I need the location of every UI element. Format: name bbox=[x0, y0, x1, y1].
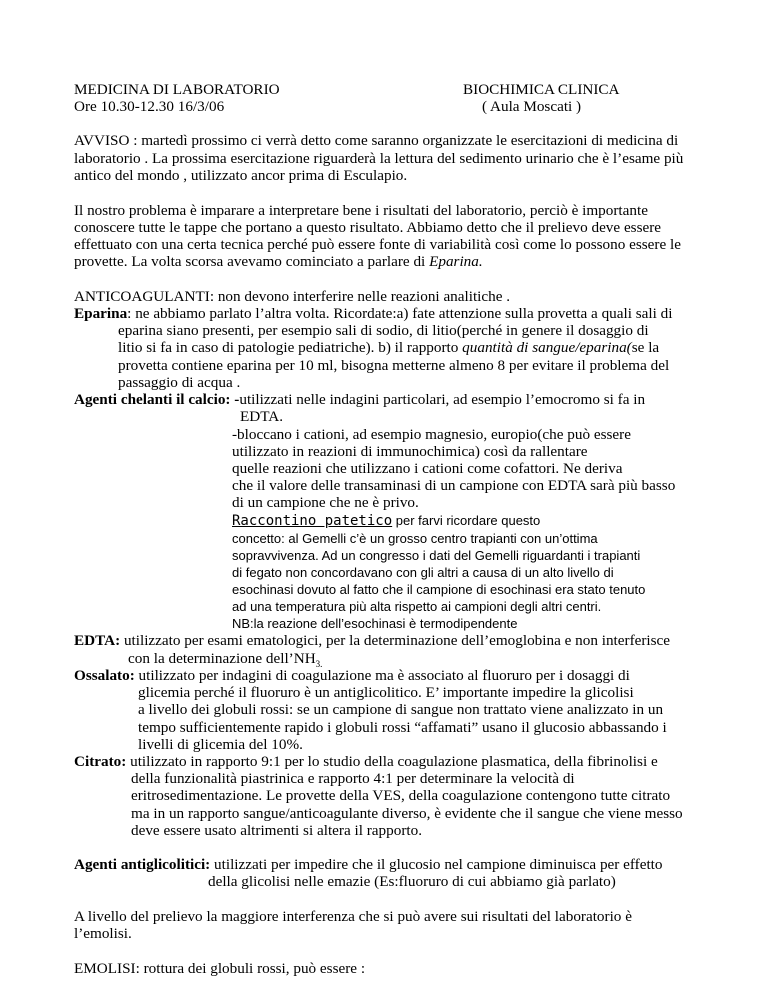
story-line-5: esochinasi dovuto al fatto che il campione di esochinasi era stato tenuto bbox=[232, 582, 646, 597]
header-subject: BIOCHIMICA CLINICA bbox=[463, 81, 620, 98]
story-line-4: di fegato non concordavano con gli altri a causa di un alto livello di bbox=[232, 565, 614, 580]
citrato-line-3: eritrosedimentazione. Le provette della VES, della coagulazione contengono tutte citrato bbox=[131, 787, 671, 804]
citrato-line-1: Citrato: utilizzato in rapporto 9:1 per lo studio della coagulazione plasmatica, della fibrinolisi e bbox=[74, 753, 658, 770]
story-line-3: sopravvivenza. Ad un congresso i dati del Gemelli riguardanti i trapianti bbox=[232, 548, 641, 563]
ossalato-line-5: livelli di glicemia del 10%. bbox=[138, 736, 303, 753]
antiglicolitici-line-2: della glicolisi nelle emazie (Es:fluoruro di cui abbiamo già parlato) bbox=[208, 873, 616, 890]
edta-line-2: con la determinazione $dell’NH_{3.}$ bbox=[128, 650, 323, 670]
chelanti-line-7: di un campione che ne è privo. bbox=[232, 494, 419, 511]
citrato-line-2: della funzionalità piastrinica e rapporto 4:1 per determinare la velocità di bbox=[131, 770, 575, 787]
story-line-6: ad una temperatura più alta rispetto ai campioni degli altri centri. bbox=[232, 599, 602, 614]
intro-line-3: effettuato con una certa tecnica perché può essere fonte di variabilità così come lo possono essere le bbox=[74, 236, 681, 253]
anticoag-heading: ANTICOAGULANTI: non devono interferire nelle reazioni analitiche . bbox=[74, 288, 511, 305]
eparina-line-3: litio si fa in caso di patologie pediatriche). b) il rapporto quantità di sangue/eparina(se la bbox=[118, 339, 660, 356]
intro-line-1: Il nostro problema è imparare a interpretare bene i risultati del laboratorio, perciò è importante bbox=[74, 202, 648, 219]
story-line-7: NB:la reazione dell’esochinasi è termodipendente bbox=[232, 616, 518, 631]
ossalato-line-4: tempo sufficientemente rapido i globuli rossi “affamati” usano il glucosio abbassando i bbox=[138, 719, 667, 736]
ossalato-line-3: a livello dei globuli rossi: se un campione di sangue non trattato viene analizzato in un bbox=[138, 701, 664, 718]
antiglicolitici-line-1: Agenti antiglicolitici: utilizzati per impedire che il glucosio nel campione diminuisca per effetto bbox=[74, 856, 663, 873]
intro-line-2: conoscere tutte le tappe che portano a questo risultato. Abbiamo detto che il prelievo deve essere bbox=[74, 219, 662, 236]
header-time: Ore 10.30-12.30 16/3/06 bbox=[74, 98, 225, 115]
ossalato-line-2: glicemia perché il fluoruro è un antiglicolitico. E’ importante impedire la glicolisi bbox=[138, 684, 634, 701]
notice-line-3: antico del mondo , utilizzato ancor prima di Esculapio. bbox=[74, 167, 408, 184]
notice-line-1: AVVISO : martedì prossimo ci verrà detto come saranno organizzate le esercitazioni di medicina di bbox=[74, 132, 679, 149]
eparina-line-4: provetta contiene eparina per 10 ml, bisogna metterne almeno 8 per evitare il problema del bbox=[118, 357, 670, 374]
eparina-line-5: passaggio di acqua . bbox=[118, 374, 241, 391]
eparina-line-2: eparina siano presenti, per esempio sali di sodio, di litio(perché in genere il dosaggio di bbox=[118, 322, 649, 339]
chelanti-line-3: -bloccano i cationi, ad esempio magnesio, europio(che può essere bbox=[232, 426, 631, 443]
chelanti-line-2: EDTA. bbox=[240, 408, 284, 425]
chelanti-line-6: che il valore delle transaminasi di un campione con EDTA sarà più basso bbox=[232, 477, 676, 494]
chelanti-line-1: Agenti chelanti il calcio: -utilizzati nelle indagini particolari, ad esempio l’emocromo si fa in bbox=[74, 391, 646, 408]
header-course: MEDICINA DI LABORATORIO bbox=[74, 81, 280, 98]
prelievo-line-1: A livello del prelievo la maggiore interferenza che si può avere sui risultati del laboratorio è bbox=[74, 908, 632, 925]
intro-line-4: provette. La volta scorsa avevamo cominciato a parlare di Eparina. bbox=[74, 253, 483, 270]
notice-line-2: laboratorio . La prossima esercitazione riguarderà la lettura del sedimento urinario che è l’esame più bbox=[74, 150, 684, 167]
emolisi-line: EMOLISI: rottura dei globuli rossi, può essere : bbox=[74, 960, 366, 977]
ossalato-line-1: Ossalato: utilizzato per indagini di coagulazione ma è associato al fluoruro per i dosaggi di bbox=[74, 667, 630, 684]
eparina-line-1: Eparina: ne abbiamo parlato l’altra volta. Ricordate:a) fate attenzione sulla provetta a quali sali di bbox=[74, 305, 673, 322]
prelievo-line-2: l’emolisi. bbox=[74, 925, 132, 942]
edta-line-1: EDTA: utilizzato per esami ematologici, per la determinazione dell’emoglobina e non interferisce bbox=[74, 632, 671, 649]
header-room: ( Aula Moscati ) bbox=[482, 98, 582, 115]
chelanti-line-4: utilizzato in reazioni di immunochimica) così da rallentare bbox=[232, 443, 588, 460]
story-line-2: concetto: al Gemelli c’è un grosso centro trapianti con un’ottima bbox=[232, 531, 598, 546]
citrato-line-5: deve essere usato altrimenti si altera il rapporto. bbox=[131, 822, 422, 839]
story-line-1: Raccontino patetico per farvi ricordare questo bbox=[232, 513, 541, 529]
chelanti-line-5: quelle reazioni che utilizzano i cationi come cofattori. Ne deriva bbox=[232, 460, 623, 477]
citrato-line-4: ma in un rapporto sangue/anticoagulante diverso, è evidente che il sangue che viene messo bbox=[131, 805, 683, 822]
